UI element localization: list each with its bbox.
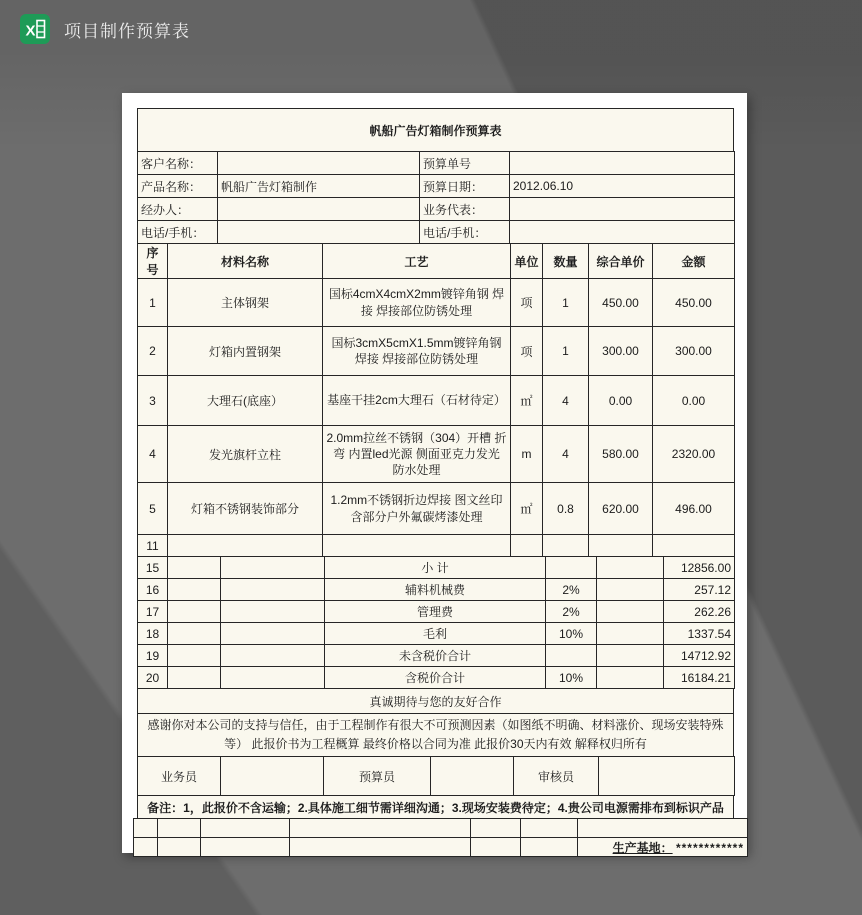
summary-no: 20 — [138, 667, 168, 689]
empty-cell — [168, 557, 221, 579]
item-no: 5 — [138, 483, 168, 535]
column-header: 综合单价 — [589, 244, 653, 279]
grid-row — [134, 819, 748, 838]
info-label: 经办人： — [138, 198, 218, 221]
summary-label: 毛利 — [325, 623, 546, 645]
excel-icon — [20, 14, 50, 44]
column-header: 序号 — [138, 244, 168, 279]
grid-cell — [521, 838, 578, 857]
signer-value — [431, 757, 514, 796]
item-qty: 4 — [543, 426, 589, 483]
info-label: 预算日期： — [420, 175, 510, 198]
item-no: 2 — [138, 327, 168, 376]
item-amount: 300.00 — [653, 327, 735, 376]
item-unit: m — [511, 426, 543, 483]
sheet — [137, 108, 744, 857]
summary-table — [137, 556, 735, 689]
item-row — [138, 327, 735, 376]
empty-cell — [597, 645, 664, 667]
grid-cell — [201, 838, 290, 857]
item-unit: ㎡ — [511, 376, 543, 426]
grid-cell — [471, 819, 521, 838]
item-qty: 0.8 — [543, 483, 589, 535]
empty-cell — [221, 645, 325, 667]
item-unit: ㎡ — [511, 483, 543, 535]
signer-value — [599, 757, 735, 796]
column-header: 工艺 — [323, 244, 511, 279]
summary-rate: 2% — [546, 601, 597, 623]
signer-row — [138, 757, 735, 796]
info-value — [218, 152, 420, 175]
summary-amount: 12856.00 — [664, 557, 735, 579]
item-unit: 项 — [511, 327, 543, 376]
signer-value — [221, 757, 324, 796]
summary-rate — [546, 645, 597, 667]
grid-cell — [158, 819, 201, 838]
summary-row — [138, 601, 735, 623]
summary-no: 17 — [138, 601, 168, 623]
item-price: 0.00 — [589, 376, 653, 426]
summary-no: 19 — [138, 645, 168, 667]
info-row — [138, 175, 735, 198]
summary-label: 小 计 — [325, 557, 546, 579]
info-value: 帆船广告灯箱制作 — [218, 175, 420, 198]
summary-amount: 262.26 — [664, 601, 735, 623]
summary-row — [138, 557, 735, 579]
item-name: 主体钢架 — [168, 279, 323, 327]
empty-cell — [221, 601, 325, 623]
production-base-label: 生产基地： — [612, 840, 673, 855]
signer-label: 审核员 — [514, 757, 599, 796]
production-base-value: ************ — [675, 840, 744, 855]
item-no: 1 — [138, 279, 168, 327]
item-price: 300.00 — [589, 327, 653, 376]
grid-row — [134, 838, 748, 857]
grid-cell — [290, 819, 471, 838]
summary-no: 16 — [138, 579, 168, 601]
item-qty: 1 — [543, 279, 589, 327]
item-amount: 0.00 — [653, 376, 735, 426]
empty-cell — [597, 579, 664, 601]
grid-cell — [201, 819, 290, 838]
budget-table — [137, 243, 735, 557]
summary-amount: 16184.21 — [664, 667, 735, 689]
empty-cell — [589, 535, 653, 557]
empty-cell — [597, 557, 664, 579]
empty-cell — [168, 645, 221, 667]
summary-rate: 10% — [546, 667, 597, 689]
summary-no: 15 — [138, 557, 168, 579]
grid-cell — [134, 819, 158, 838]
summary-label: 未含税价合计 — [325, 645, 546, 667]
item-amount: 450.00 — [653, 279, 735, 327]
item-process: 国标4cmX4cmX2mm镀锌角钢 焊接 焊接部位防锈处理 — [323, 279, 511, 327]
info-value — [510, 198, 735, 221]
item-no: 4 — [138, 426, 168, 483]
info-value: 2012.06.10 — [510, 175, 735, 198]
empty-cell — [323, 535, 511, 557]
grid-cell — [158, 838, 201, 857]
window-title: 项目制作预算表 — [64, 21, 190, 41]
empty-cell — [597, 601, 664, 623]
item-name: 大理石(底座） — [168, 376, 323, 426]
info-label: 电话/手机： — [138, 221, 218, 244]
empty-cell — [221, 623, 325, 645]
summary-rate: 10% — [546, 623, 597, 645]
summary-no: 18 — [138, 623, 168, 645]
summary-row — [138, 667, 735, 689]
item-price: 580.00 — [589, 426, 653, 483]
production-base-cell — [578, 838, 748, 857]
empty-cell — [221, 579, 325, 601]
signer-table — [137, 756, 735, 796]
empty-cell — [168, 667, 221, 689]
empty-cell — [221, 667, 325, 689]
item-process: 基座干挂2cm大理石（石材待定） — [323, 376, 511, 426]
note-row: 感谢你对本公司的支持与信任，由于工程制作有很大不可预测因素（如图纸不明确、材料涨价、现场安装特殊等） 此报价书为工程概算 最终价格以合同为准 此报价30天内有效 解释权归所有 — [138, 714, 734, 757]
summary-label: 辅料机械费 — [325, 579, 546, 601]
grid-cell — [290, 838, 471, 857]
bottom-grid — [133, 818, 748, 857]
summary-rate — [546, 557, 597, 579]
empty-row — [138, 535, 735, 557]
empty-cell — [168, 535, 323, 557]
column-header: 单位 — [511, 244, 543, 279]
empty-cell — [511, 535, 543, 557]
item-process: 2.0mm拉丝不锈钢（304）开槽 折弯 内置led光源 侧面亚克力发光 防水处理 — [323, 426, 511, 483]
summary-row — [138, 623, 735, 645]
item-amount: 496.00 — [653, 483, 735, 535]
item-unit: 项 — [511, 279, 543, 327]
item-qty: 1 — [543, 327, 589, 376]
signer-label: 预算员 — [324, 757, 431, 796]
summary-label: 含税价合计 — [325, 667, 546, 689]
title-table — [137, 108, 734, 152]
summary-rate: 2% — [546, 579, 597, 601]
column-header: 数量 — [543, 244, 589, 279]
thanks-table — [137, 688, 734, 757]
titlebar — [20, 14, 190, 44]
empty-cell — [597, 667, 664, 689]
item-name: 灯箱不锈钢装饰部分 — [168, 483, 323, 535]
info-label: 产品名称： — [138, 175, 218, 198]
info-label: 电话/手机： — [420, 221, 510, 244]
item-row — [138, 376, 735, 426]
item-name: 发光旗杆立柱 — [168, 426, 323, 483]
summary-amount: 257.12 — [664, 579, 735, 601]
summary-amount: 14712.92 — [664, 645, 735, 667]
empty-cell — [221, 557, 325, 579]
item-amount: 2320.00 — [653, 426, 735, 483]
item-price: 450.00 — [589, 279, 653, 327]
item-row — [138, 279, 735, 327]
item-row — [138, 426, 735, 483]
summary-label: 管理费 — [325, 601, 546, 623]
empty-cell — [543, 535, 589, 557]
summary-amount: 1337.54 — [664, 623, 735, 645]
thanks-row: 真诚期待与您的友好合作 — [138, 689, 734, 714]
info-row — [138, 198, 735, 221]
column-header: 金额 — [653, 244, 735, 279]
empty-cell — [168, 579, 221, 601]
info-label: 预算单号 — [420, 152, 510, 175]
doc-title: 帆船广告灯箱制作预算表 — [138, 109, 734, 152]
item-row — [138, 483, 735, 535]
document — [122, 93, 747, 853]
info-value — [510, 221, 735, 244]
info-label: 业务代表： — [420, 198, 510, 221]
summary-row — [138, 579, 735, 601]
item-qty: 4 — [543, 376, 589, 426]
item-price: 620.00 — [589, 483, 653, 535]
info-label: 客户名称： — [138, 152, 218, 175]
info-value — [218, 221, 420, 244]
grid-cell — [578, 819, 748, 838]
item-name: 灯箱内置钢架 — [168, 327, 323, 376]
empty-cell — [168, 601, 221, 623]
summary-row — [138, 645, 735, 667]
item-no: 3 — [138, 376, 168, 426]
empty-cell — [168, 623, 221, 645]
info-value — [218, 198, 420, 221]
signer-label: 业务员 — [138, 757, 221, 796]
item-process: 国标3cmX5cmX1.5mm镀锌角钢 焊接 焊接部位防锈处理 — [323, 327, 511, 376]
empty-cell — [653, 535, 735, 557]
info-value — [510, 152, 735, 175]
svg-text:X: X — [25, 22, 36, 40]
grid-cell — [521, 819, 578, 838]
column-header: 材料名称 — [168, 244, 323, 279]
remark-table — [137, 795, 734, 819]
info-row — [138, 152, 735, 175]
info-table — [137, 151, 735, 244]
grid-cell — [471, 838, 521, 857]
grid-cell — [134, 838, 158, 857]
item-process: 1.2mm不锈钢折边焊接 图文丝印 含部分户外氟碳烤漆处理 — [323, 483, 511, 535]
header-row — [138, 244, 735, 279]
row-no: 11 — [138, 535, 168, 557]
info-row — [138, 221, 735, 244]
empty-cell — [597, 623, 664, 645]
remark-row: 备注：1，此报价不含运输；2.具体施工细节需详细沟通；3.现场安装费待定；4.贵公司电源需排布到标识产品 — [138, 796, 734, 819]
